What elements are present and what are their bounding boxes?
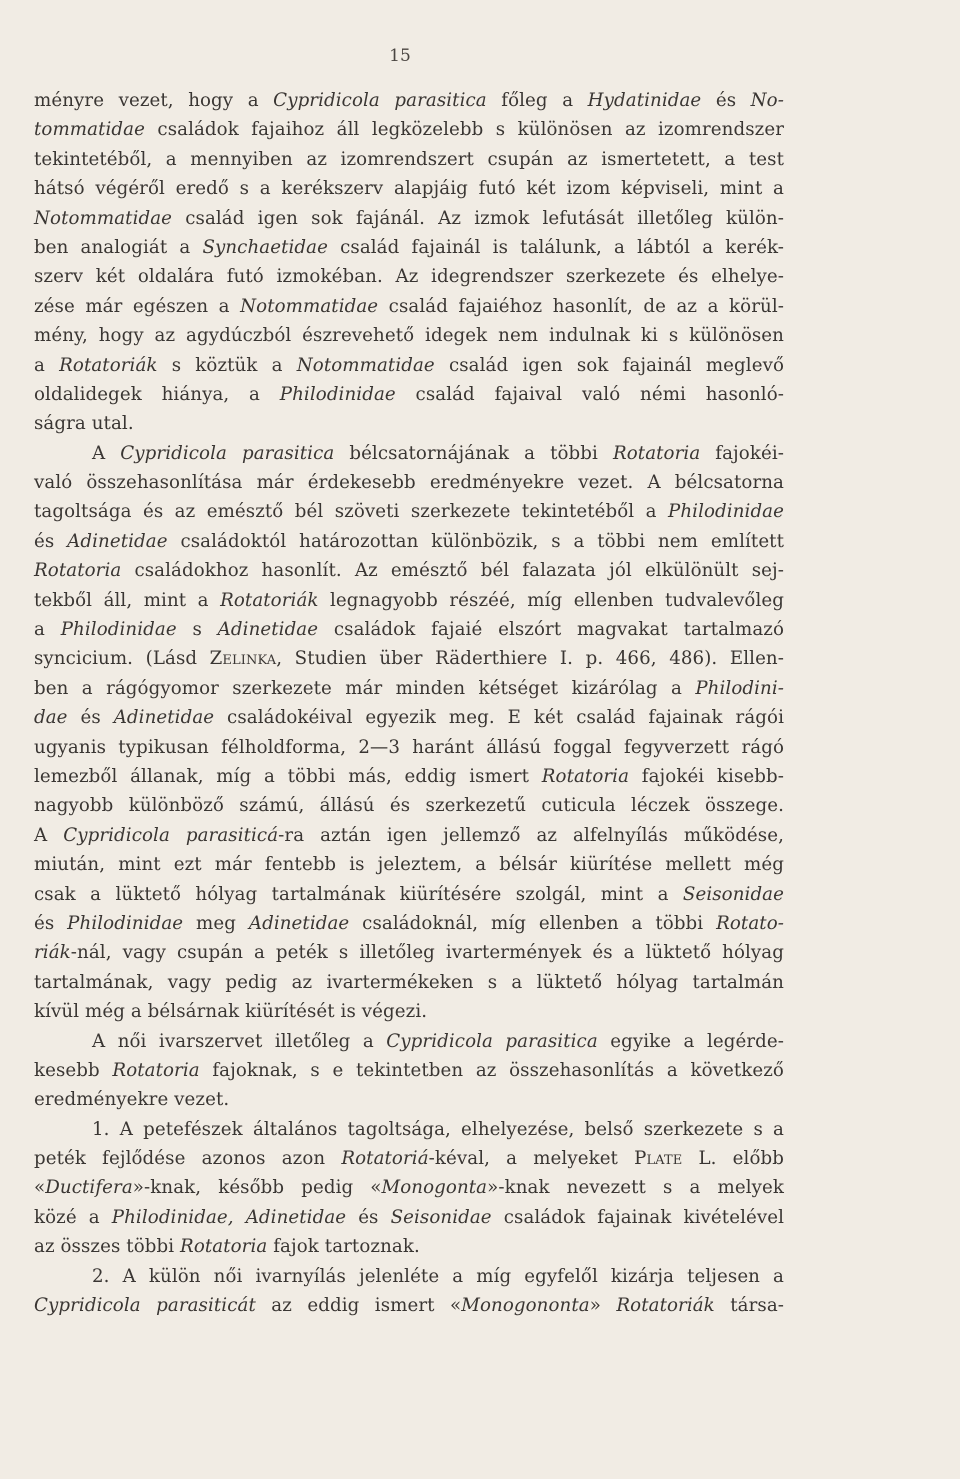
text-segment: ben analogiát a — [34, 236, 203, 258]
text-line — [34, 380, 784, 409]
italic-term: Rotatoria — [180, 1236, 268, 1258]
text-segment: az összes többi — [34, 1236, 181, 1258]
italic-term: Adinetidae — [113, 707, 215, 729]
text-segment: családoktól határozottan különbözik, s a többi nem említett — [167, 530, 784, 552]
text-segment: főleg a — [486, 90, 588, 111]
text-segment: család fajainál is találunk, a lábtól a kerék- — [327, 236, 784, 258]
text-segment: fajoknak, s e tekintetben az összehasonlítás a következő — [199, 1059, 784, 1081]
text-line — [34, 262, 784, 291]
text-segment: bélcsatornájának a többi — [334, 442, 613, 464]
text-line — [34, 86, 784, 115]
text-segment: család fajaiéhoz hasonlít, de az a körül- — [378, 295, 784, 317]
text-segment: 1. A petefészek általános tagoltsága, elhelyezése, belső szerkezete s a — [92, 1118, 784, 1140]
text-segment: családokhoz hasonlít. Az emésztő bél falazata jól elkülönült sej- — [121, 560, 784, 582]
italic-term: Rotatoria — [612, 442, 701, 464]
text-line — [34, 1232, 784, 1261]
text-segment: társa- — [714, 1295, 785, 1317]
text-line — [34, 762, 784, 791]
text-segment: családok fajaihoz áll legközelebb s különösen az izomrendszer — [144, 119, 784, 141]
text-line — [34, 351, 784, 380]
italic-term: Philodinidae — [668, 501, 784, 523]
text-segment: család igen sok fajánál. Az izmok lefutását illetőleg külön- — [172, 207, 784, 229]
text-segment: család fajaival való némi hasonló- — [395, 383, 784, 405]
text-segment: kesebb — [34, 1059, 113, 1081]
text-line — [34, 674, 784, 703]
italic-term: Rotatoriák — [59, 354, 158, 376]
text-segment: a — [34, 619, 61, 641]
text-segment: A — [92, 442, 121, 464]
text-line — [34, 615, 784, 644]
text-segment: család igen sok fajainál meglevő — [434, 354, 784, 376]
text-line — [34, 556, 784, 585]
text-segment: eredményekre vezet. — [34, 1089, 230, 1111]
italic-term: Philodinidae, Adinetidae — [111, 1206, 347, 1228]
italic-term: Notommatidae — [296, 354, 435, 376]
text-segment: az eddig ismert « — [255, 1295, 462, 1317]
text-segment: meg — [183, 912, 249, 934]
text-segment: tekből áll, mint a — [34, 589, 221, 611]
italic-term: Hydatinidae — [587, 90, 702, 111]
italic-term: Adinetidae — [217, 619, 319, 641]
italic-term: Philodini- — [695, 677, 784, 699]
text-line — [34, 968, 784, 997]
text-line — [34, 292, 784, 321]
italic-term: dae — [34, 707, 68, 729]
text-segment: -nál, vagy csupán a peték s illetőleg ivartermények és a lüktető hólyag — [70, 942, 784, 964]
text-line — [34, 233, 784, 262]
text-line — [34, 1173, 784, 1202]
text-segment: »-knak nevezett s a melyek — [487, 1177, 785, 1199]
text-segment: hátsó végéről eredő s a kerékszerv alapjáig futó két izom képviseli, mint a — [34, 178, 784, 200]
text-segment: oldalidegek hiánya, a — [34, 383, 280, 405]
italic-term: Adinetidae — [67, 530, 168, 552]
text-segment: csak a lüktető hólyag tartalmának kiürítésére szolgál, mint a — [34, 883, 683, 905]
text-segment: fajok tartoznak. — [267, 1236, 420, 1258]
italic-term: riák — [34, 942, 71, 964]
italic-term: No- — [750, 90, 784, 111]
text-segment: kívül még a bélsárnak kiürítését is végezi. — [34, 1001, 428, 1023]
text-segment: s köztük a — [157, 354, 297, 376]
italic-term: Cypridicola parasiticát — [34, 1295, 256, 1317]
italic-term: Cypridicola parasiticá — [63, 824, 279, 846]
text-line — [34, 145, 784, 174]
text-line — [34, 439, 784, 468]
text-line — [34, 1085, 784, 1114]
text-segment: ságra utal. — [34, 413, 134, 435]
italic-term: Seisonidae — [682, 883, 784, 905]
text-line — [34, 1144, 784, 1173]
text-segment: ugyanis typikusan félholdforma, 2—3 haránt állású foggal fegyverzett rágó — [34, 736, 784, 758]
italic-term: Cypridicola parasitica — [386, 1030, 598, 1052]
text-segment: fajokéi- — [700, 442, 784, 464]
author-name: Zelinka — [209, 648, 277, 670]
italic-term: Rotatoriák — [616, 1295, 715, 1317]
italic-term: Philodinidae — [60, 619, 177, 641]
italic-term: Adinetidae — [248, 912, 350, 934]
text-line — [34, 204, 784, 233]
text-segment: A női ivarszervet illetőleg a — [92, 1030, 387, 1052]
text-segment: tekintetéből, a mennyiben az izomrendszert csupán az ismertetett, a test — [34, 148, 784, 170]
text-line — [34, 409, 784, 438]
text-line — [34, 733, 784, 762]
text-segment: családokéival egyezik meg. E két család fajainak rágói — [214, 707, 784, 729]
text-line — [34, 586, 784, 615]
text-segment: és — [34, 530, 68, 552]
text-segment: 2. A külön női ivarnyílás jelenléte a míg egyfelől kizárja teljesen a — [92, 1265, 784, 1287]
text-segment: syncicium. (Lásd — [34, 648, 210, 670]
text-line — [34, 115, 784, 144]
text-line — [34, 791, 784, 820]
text-segment: -kéval, a melyeket — [428, 1148, 635, 1170]
text-segment: tartalmának, vagy pedig az ivartermékeken s a lüktető hólyag tartalmán — [34, 971, 784, 993]
text-line — [34, 468, 784, 497]
text-segment: és — [701, 90, 751, 111]
text-line — [34, 644, 784, 673]
text-segment: L. előbb — [682, 1148, 784, 1170]
italic-term: Rotatoria — [112, 1059, 200, 1081]
text-line — [34, 821, 784, 850]
text-segment: fajokéi kisebb- — [629, 765, 784, 787]
italic-term: Monogononta — [461, 1295, 590, 1317]
text-segment: a — [34, 354, 60, 376]
text-segment: és — [346, 1206, 391, 1228]
text-segment: családok fajaié elszórt magvakat tartalmazó — [318, 619, 785, 641]
italic-term: Notommatidae — [34, 207, 173, 229]
text-line — [34, 938, 784, 967]
text-line — [34, 703, 784, 732]
text-segment: « — [34, 1177, 46, 1199]
author-name: Plate — [634, 1148, 683, 1170]
italic-term: Philodinidae — [67, 912, 184, 934]
text-segment: s — [176, 619, 218, 641]
text-line — [34, 1291, 784, 1320]
body-text — [34, 86, 784, 1320]
text-segment: és — [34, 912, 68, 934]
text-segment: nagyobb különböző számú, állású és szerkezetű cuticula léczek összege. — [34, 795, 784, 817]
text-line — [34, 850, 784, 879]
text-line — [34, 1027, 784, 1056]
italic-term: Rotatoriák — [220, 589, 319, 611]
text-segment: » — [589, 1295, 617, 1317]
text-line — [34, 321, 784, 350]
text-segment: ményre vezet, hogy a — [34, 90, 274, 111]
italic-term: Seisonidae — [390, 1206, 492, 1228]
text-segment: ben a rágógyomor szerkezete már minden kétséget kizárólag a — [34, 677, 696, 699]
italic-term: Rotatoria — [541, 765, 630, 787]
text-segment: lemezből állanak, míg a többi más, eddig ismert — [34, 765, 542, 787]
text-segment: és — [67, 707, 114, 729]
italic-term: Notommatidae — [240, 295, 379, 317]
text-line — [34, 1115, 784, 1144]
text-segment: tagoltsága és az emésztő bél szöveti szerkezete tekintetéből a — [34, 501, 669, 523]
page-number: 15 — [389, 46, 411, 66]
text-segment: , Studien über Räderthiere I. p. 466, 486). Ellen- — [276, 648, 784, 670]
text-segment: zése már egészen a — [34, 295, 241, 317]
italic-term: tommatidae — [34, 119, 145, 141]
text-segment: peték fejlődése azonos azon — [34, 1148, 342, 1170]
italic-term: Rotato- — [716, 912, 784, 934]
text-segment: miután, mint ezt már fentebb is jeleztem, a bélsár kiürítése mellett még — [34, 854, 784, 876]
italic-term: Synchaetidae — [202, 236, 328, 258]
italic-term: Philodinidae — [279, 383, 396, 405]
italic-term: Cypridicola parasitica — [120, 442, 335, 464]
text-segment: szerv két oldalára futó izmokéban. Az idegrendszer szerkezete és elhelye- — [34, 266, 784, 288]
text-segment: mény, hogy az agydúczból észrevehető idegek nem indulnak ki s különösen — [34, 325, 784, 347]
italic-term: Rotatoria — [34, 560, 122, 582]
text-line — [34, 1056, 784, 1085]
text-segment: A — [34, 824, 64, 846]
text-segment: családoknál, míg ellenben a többi — [349, 912, 717, 934]
italic-term: Cypridicola parasitica — [273, 90, 487, 111]
text-line — [34, 497, 784, 526]
text-line — [34, 880, 784, 909]
italic-term: Monogonta — [381, 1177, 488, 1199]
italic-term: Rotatoriá — [341, 1148, 429, 1170]
italic-term: Ductifera — [45, 1177, 133, 1199]
text-line — [34, 1262, 784, 1291]
text-segment: »-knak, később pedig « — [132, 1177, 382, 1199]
text-line — [34, 997, 784, 1026]
text-line — [34, 1203, 784, 1232]
text-line — [34, 909, 784, 938]
text-segment: közé a — [34, 1206, 112, 1228]
text-segment: -ra aztán igen jellemző az alfelnyílás működése, — [278, 824, 784, 846]
text-segment: családok fajainak kivételével — [491, 1206, 785, 1228]
text-line — [34, 174, 784, 203]
text-segment: való összehasonlítása már érdekesebb eredményekre vezet. A bélcsatorna — [34, 472, 784, 494]
text-segment: legnagyobb részéé, míg ellenben tudvalevőleg — [318, 589, 784, 611]
text-segment: egyike a legérde- — [597, 1030, 784, 1052]
text-line — [34, 527, 784, 556]
